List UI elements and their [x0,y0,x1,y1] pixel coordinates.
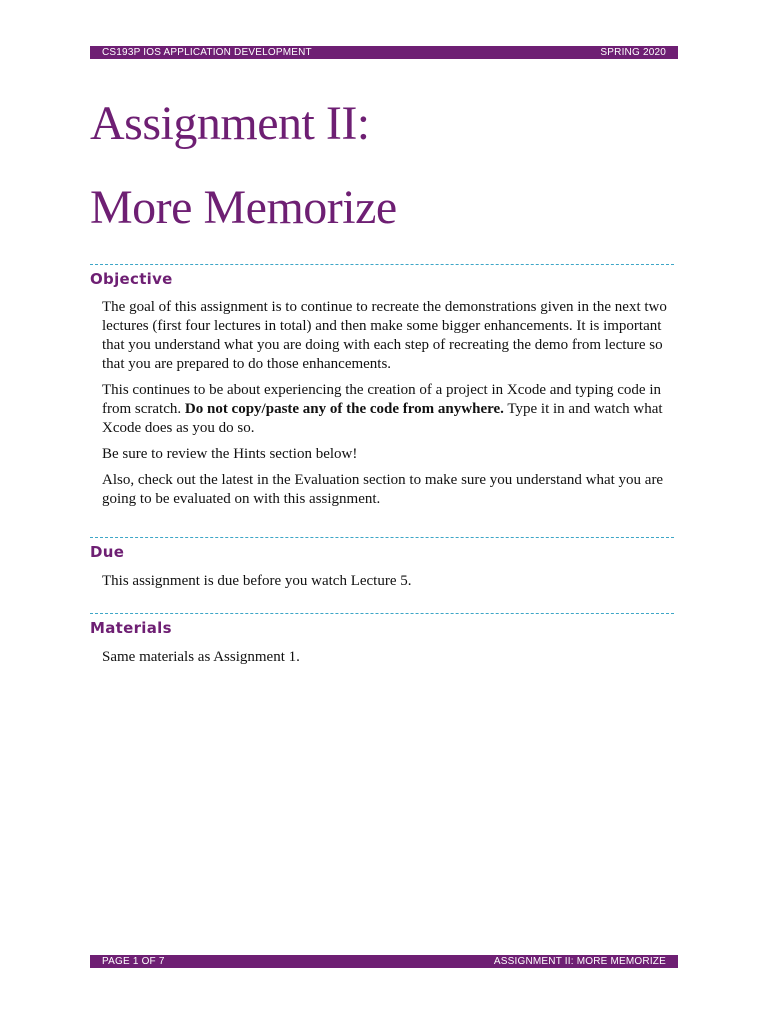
page-title-line-1: Assignment II: [90,97,370,150]
objective-paragraph-4: Also, check out the latest in the Evaluation section to make sure you understand what you are going to be evaluated on with this assignment. [102,472,664,507]
objective-paragraph-2 [102,381,677,438]
objective-body [102,298,677,516]
footer-bar [90,955,678,968]
due-body [102,572,677,598]
due-paragraph: This assignment is due before you watch Lecture 5. [102,573,412,589]
objective-paragraph-2-end: Type it in and watch what Xcode does as you do so. [102,401,663,436]
materials-body [102,648,677,674]
objective-paragraph-1: The goal of this assignment is to continue to recreate the demonstrations given in the next two lectures (first four lectures in total) and then make some bigger enhancements. It is important that you understand what you are doing with each step of recreating the demo from lecture so that you are prepared to do those enhancements. [102,299,667,372]
page-number: PAGE 1 OF 7 [102,956,165,967]
header-bar [90,46,678,59]
materials-heading: Materials [90,619,172,637]
page-title-line-2: More Memorize [90,181,397,234]
divider-materials [90,613,674,614]
objective-paragraph-2-start: This continues to be about experiencing the creation of a project in Xcode and typing code in from scratch. [102,382,661,417]
course-name: CS193P IOS APPLICATION DEVELOPMENT [102,47,312,58]
document-title-footer: ASSIGNMENT II: MORE MEMORIZE [493,956,666,967]
materials-paragraph: Same materials as Assignment 1. [102,649,300,665]
term-label: SPRING 2020 [600,47,666,58]
divider-objective [90,264,674,265]
due-heading: Due [90,543,125,561]
divider-due [90,537,674,538]
objective-paragraph-3: Be sure to review the Hints section below! [102,446,358,462]
objective-heading: Objective [90,270,173,288]
copy-paste-warning: Do not copy/paste any of the code from anywhere. [184,401,504,417]
